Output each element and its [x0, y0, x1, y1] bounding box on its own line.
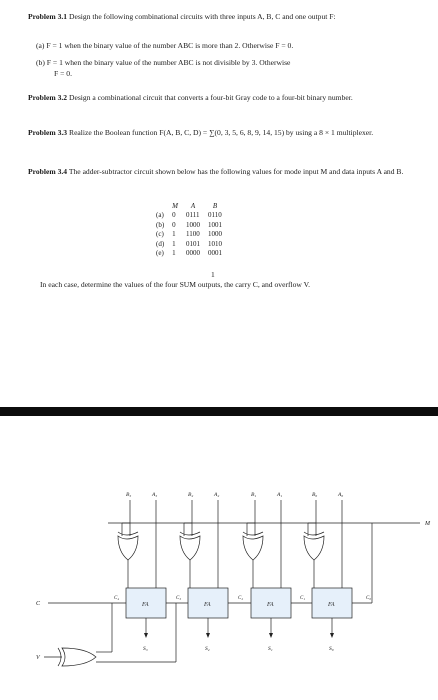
table-header-cell: A [190, 202, 196, 210]
table-row [152, 221, 226, 230]
xor-gate-back-curve [304, 532, 324, 535]
sum-label: S₂ [205, 646, 210, 652]
table-cell: 0001 [208, 249, 223, 258]
carry-label: C₀ [366, 596, 372, 601]
problem-3-2-label: Problem 3.2 [28, 93, 68, 102]
xor-gate [243, 536, 263, 560]
table-cell: (e) [156, 249, 164, 258]
part-a-text: F = 1 when the binary value of the number ABC is more than 2. Otherwise F = 0. [46, 41, 294, 50]
table-row [152, 211, 226, 220]
problem-3-2-text: Design a combinational circuit that converts a four-bit Gray code to a four-bit binary number. [69, 93, 353, 102]
carry-label: C₃ [176, 596, 182, 601]
sum-label: S₁ [268, 646, 273, 652]
xor-gate-back-curve [118, 532, 138, 535]
part-b-text-line1: F = 1 when the binary value of the number ABC is not divisible by 3. Otherwise [46, 58, 291, 67]
table-cell: 0101 [186, 239, 201, 248]
sum-arrow [269, 633, 273, 638]
table-cell: 0 [172, 211, 176, 220]
m-label: M [425, 521, 430, 527]
carry-label: C₁ [300, 596, 306, 601]
table-cell: 1 [172, 230, 176, 239]
table-header-cell [152, 202, 168, 211]
full-adder-label: FA [267, 602, 274, 608]
table-cell: (c) [156, 230, 164, 239]
xor-gate-back-curve [180, 532, 200, 535]
problem-3-1-label: Problem 3.1 [28, 12, 68, 21]
page-number: 1 [211, 270, 215, 279]
problem-3-3-text: Realize the Boolean function F(A, B, C, D) = ∑(0, 3, 5, 6, 8, 9, 14, 15) by using a 8 × 1 multiplexer. [69, 128, 374, 137]
xor-gate [304, 536, 324, 560]
table-cell: 1010 [208, 239, 223, 248]
problem-3-4-question [40, 280, 406, 291]
table-cell: 1001 [208, 220, 223, 229]
sum-arrow [206, 633, 210, 638]
part-a-label: (a) [36, 41, 45, 50]
table-cell: 1000 [186, 220, 201, 229]
table-row [152, 240, 226, 249]
xor-gate-back-curve [243, 532, 263, 535]
problem-3-1-part-b [36, 58, 406, 79]
b-input-label: B₃ [126, 492, 132, 498]
table-header-row [152, 202, 226, 211]
xor-gate [118, 536, 138, 560]
table-header-cell: B [212, 202, 218, 210]
table-cell: 0 [172, 220, 176, 229]
problem-3-4-text: The adder-subtractor circuit shown below has the following values for mode input M and data inputs A and B. [68, 167, 404, 176]
sum-label: S₀ [329, 646, 334, 652]
table-cell: 0110 [208, 211, 222, 220]
sum-arrow [330, 633, 334, 638]
xor-gate [180, 536, 200, 560]
problem-3-1-part-a [36, 41, 406, 52]
carry-label: C₄ [114, 596, 120, 601]
problem-3-1-text: Design the following combinational circuits with three inputs A, B, C and one output F: [69, 12, 336, 21]
full-adder-label: FA [204, 602, 211, 608]
table-cell: (a) [156, 211, 164, 220]
table-cell: 1 [172, 249, 176, 258]
b-input-label: B₁ [251, 492, 257, 498]
table-cell: (d) [156, 239, 165, 248]
table-cell: 0000 [186, 249, 201, 258]
a-input-label: A₁ [277, 492, 283, 498]
table-cell: 1100 [186, 230, 200, 239]
c-label: C [36, 601, 41, 607]
table-cell: (b) [156, 220, 165, 229]
table-row [152, 230, 226, 239]
part-b-label: (b) [36, 58, 45, 67]
part-b-text-line2: F = 0. [54, 68, 72, 78]
problem-3-4-label: Problem 3.4 [28, 167, 68, 176]
a-input-label: A₃ [152, 492, 158, 498]
table-header-cell: M [172, 202, 179, 210]
problem-3-2 [28, 93, 408, 104]
a-input-label: A₀ [338, 492, 344, 498]
table-row [152, 249, 226, 258]
b-input-label: B₀ [312, 492, 318, 498]
table-cell: 1000 [208, 230, 223, 239]
carry-label: C₂ [238, 596, 244, 601]
overflow-xor-gate [62, 648, 96, 666]
problem-3-3 [28, 128, 408, 139]
adder-subtractor-diagram [0, 470, 438, 700]
full-adder-label: FA [142, 602, 149, 608]
problem-3-1 [28, 12, 408, 23]
a-input-label: A₂ [214, 492, 220, 498]
stages-group [114, 492, 371, 652]
table-cell: 0111 [186, 211, 200, 220]
sum-label: S₃ [143, 646, 148, 652]
problem-3-3-label: Problem 3.3 [28, 128, 68, 137]
page-divider [0, 407, 438, 416]
table-cell: 1 [172, 239, 176, 248]
mode-input-table [152, 202, 226, 258]
problem-3-4 [28, 167, 408, 178]
sum-arrow [144, 633, 148, 638]
v-label: V [36, 655, 40, 661]
question-text: In each case, determine the values of the four SUM outputs, the carry C, and overflow V. [40, 280, 311, 289]
b-input-label: B₂ [188, 492, 194, 498]
full-adder-label: FA [328, 602, 335, 608]
